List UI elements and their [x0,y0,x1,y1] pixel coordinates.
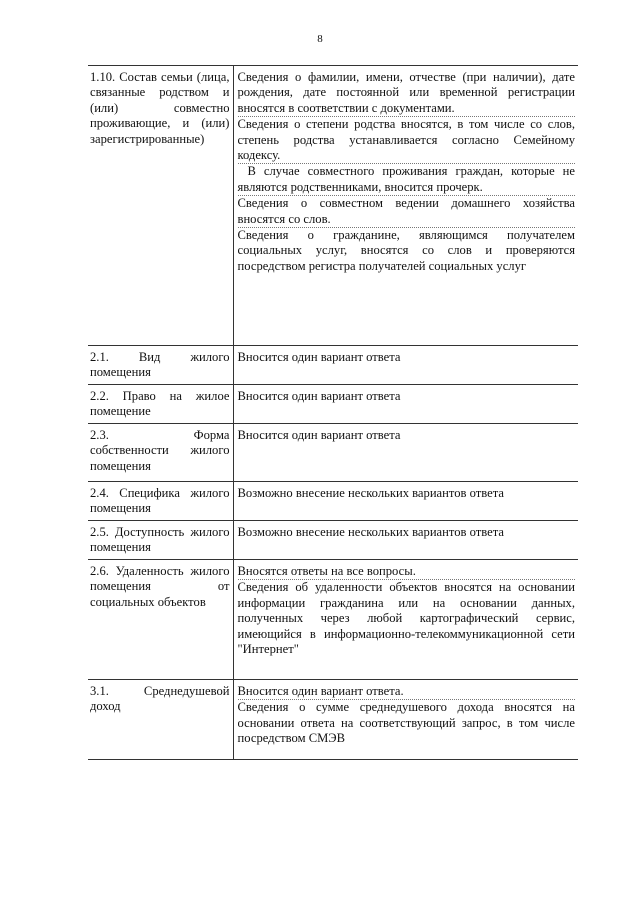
table-row [88,560,578,680]
row-description [233,346,578,385]
description-paragraph: Вносится один вариант ответа [237,350,401,364]
row-label: 2.6. Удаленность жилого помещения от социальных объектов [88,560,233,680]
description-paragraph: Возможно внесение нескольких вариантов ответа [237,486,504,500]
description-paragraph: Вносится один вариант ответа. [238,684,576,700]
table-row [88,424,578,482]
row-description [233,521,578,560]
row-description [233,66,578,346]
table-row [88,482,578,521]
row-label: 2.2. Право на жилое помещение [88,385,233,424]
description-paragraph: Возможно внесение нескольких вариантов ответа [237,525,504,539]
row-label: 2.3. Форма собственности жилого помещения [88,424,233,482]
row-description [233,560,578,680]
row-label: 3.1. Среднедушевой доход [88,680,233,760]
description-paragraph: Вносится один вариант ответа [237,428,401,442]
table-row [88,521,578,560]
description-paragraph: Сведения о сумме среднедушевого дохода вносятся на основании ответа на соответствующий запрос, в том числе посредством СМЭВ [237,700,575,746]
description-paragraph: В случае совместного проживания граждан, которые не являются родственниками, вносится прочерк. [238,164,576,196]
row-label: 2.5. Доступность жилого помещения [88,521,233,560]
description-paragraph: Сведения о совместном ведении домашнего хозяйства вносятся со слов. [238,196,576,228]
description-paragraph: Вносится один вариант ответа [237,389,401,403]
description-paragraph: Вносятся ответы на все вопросы. [238,564,576,580]
description-paragraph: Сведения о гражданине, являющимся получателем социальных услуг, вносятся со слов и проверяются посредством регистра получателей социальных услуг [237,228,575,273]
description-paragraph: Сведения об удаленности объектов вносятся на основании информации гражданина или на основании данных, полученных через любой картографический сервис, имеющийся в информационно-телекоммуникационной сети "Интернет" [237,580,575,657]
row-label: 2.4. Специфика жилого помещения [88,482,233,521]
description-paragraph: Сведения о фамилии, имени, отчестве (при наличии), дате рождения, дате постоянной или временной регистрации вносятся в соответствии с документами. [238,70,576,117]
table-row [88,346,578,385]
requirements-table [88,65,578,760]
description-paragraph: Сведения о степени родства вносятся, в том числе со слов, степень родства устанавливается согласно Семейному кодексу. [238,117,576,164]
row-description [233,385,578,424]
row-label: 2.1. Вид жилого помещения [88,346,233,385]
row-description [233,680,578,760]
table-row [88,680,578,760]
row-label: 1.10. Состав семьи (лица, связанные родством и (или) совместно проживающие, и (или) зарегистрированные) [88,66,233,346]
table-row [88,66,578,346]
row-description [233,482,578,521]
row-description [233,424,578,482]
page-number: 8 [317,33,323,45]
table-row [88,385,578,424]
